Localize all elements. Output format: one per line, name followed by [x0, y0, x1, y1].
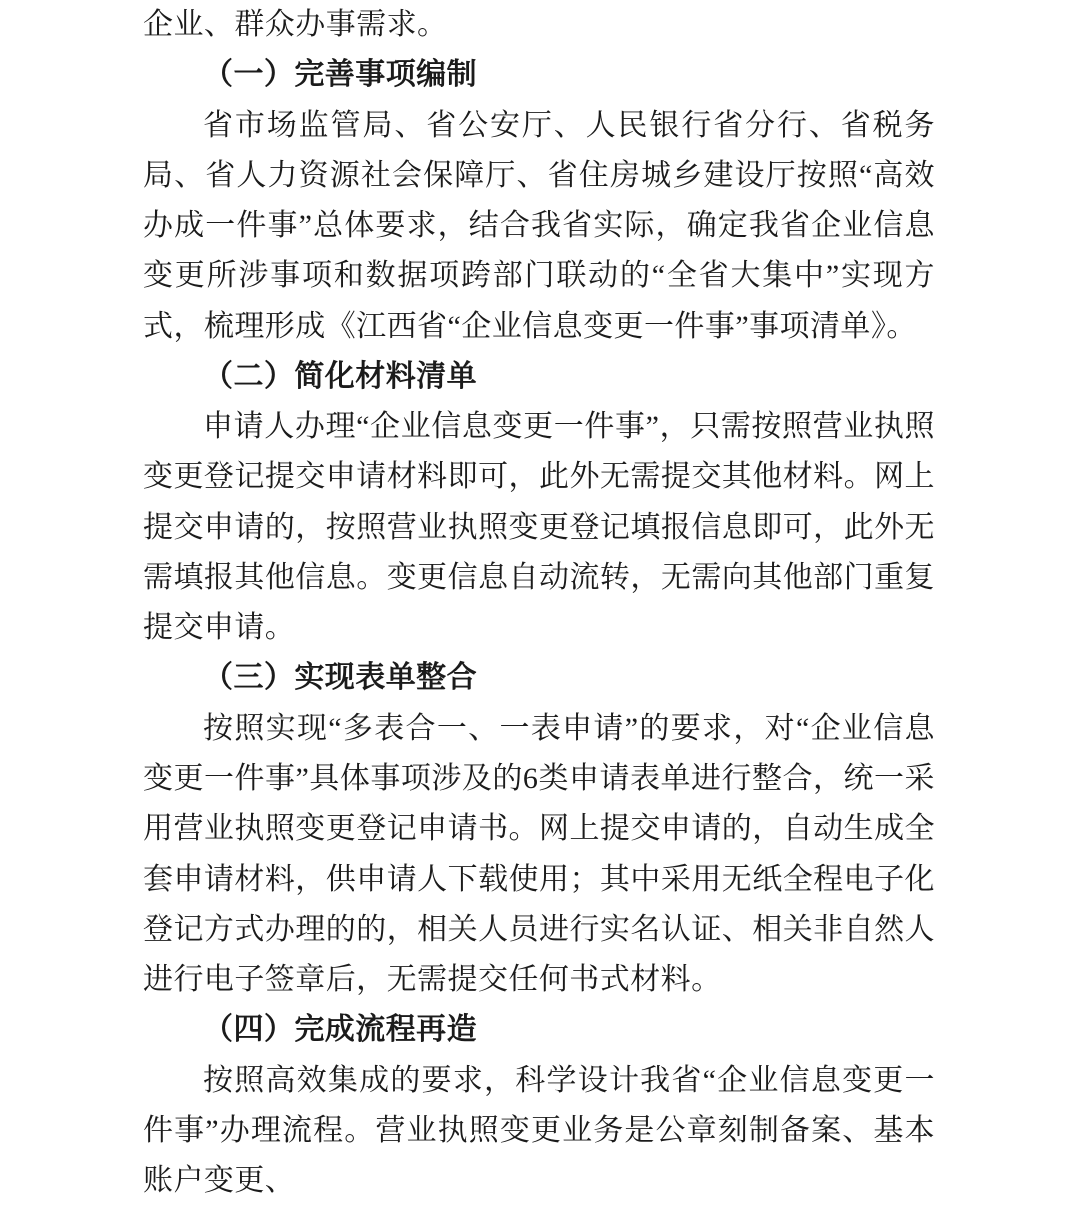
section-heading-3: （三）实现表单整合: [203, 661, 478, 695]
paragraph-section-3: 按照实现“多表合一、一表申请”的要求，对“企业信息变更一件事”具体事项涉及的6类申请表单进行整合，统一采用营业执照变更登记申请书。网上提交申请的，自动生成全套申请材料，供申请人下载使用；其中采用无纸全程电子化登记方式办理的的，相关人员进行实名认证、相关非自然人进行电子签章后，无需提交任何书式材料。: [143, 711, 935, 997]
section-heading-1: （一）完善事项编制: [203, 58, 478, 92]
paragraph-section-4: 按照高效集成的要求，科学设计我省“企业信息变更一件事”办理流程。营业执照变更业务是公章刻制备案、基本账户变更、: [143, 1063, 935, 1198]
paragraph-section-1: 省市场监管局、省公安厅、人民银行省分行、省税务局、省人力资源社会保障厅、省住房城乡建设厅按照“高效办成一件事”总体要求，结合我省实际，确定我省企业信息变更所涉事项和数据项跨部门联动的“全省大集中”实现方式，梳理形成《江西省“企业信息变更一件事”事项清单》。: [143, 108, 935, 343]
paragraph-section-2: 申请人办理“企业信息变更一件事”，只需按照营业执照变更登记提交申请材料即可，此外无需提交其他材料。网上提交申请的，按照营业执照变更登记填报信息即可，此外无需填报其他信息。变更信息自动流转，无需向其他部门重复提交申请。: [143, 410, 935, 645]
section-heading-4: （四）完成流程再造: [203, 1013, 478, 1047]
section-heading-2: （二）简化材料清单: [203, 359, 478, 393]
paragraph-continuation: 企业、群众办事需求。: [143, 8, 448, 41]
